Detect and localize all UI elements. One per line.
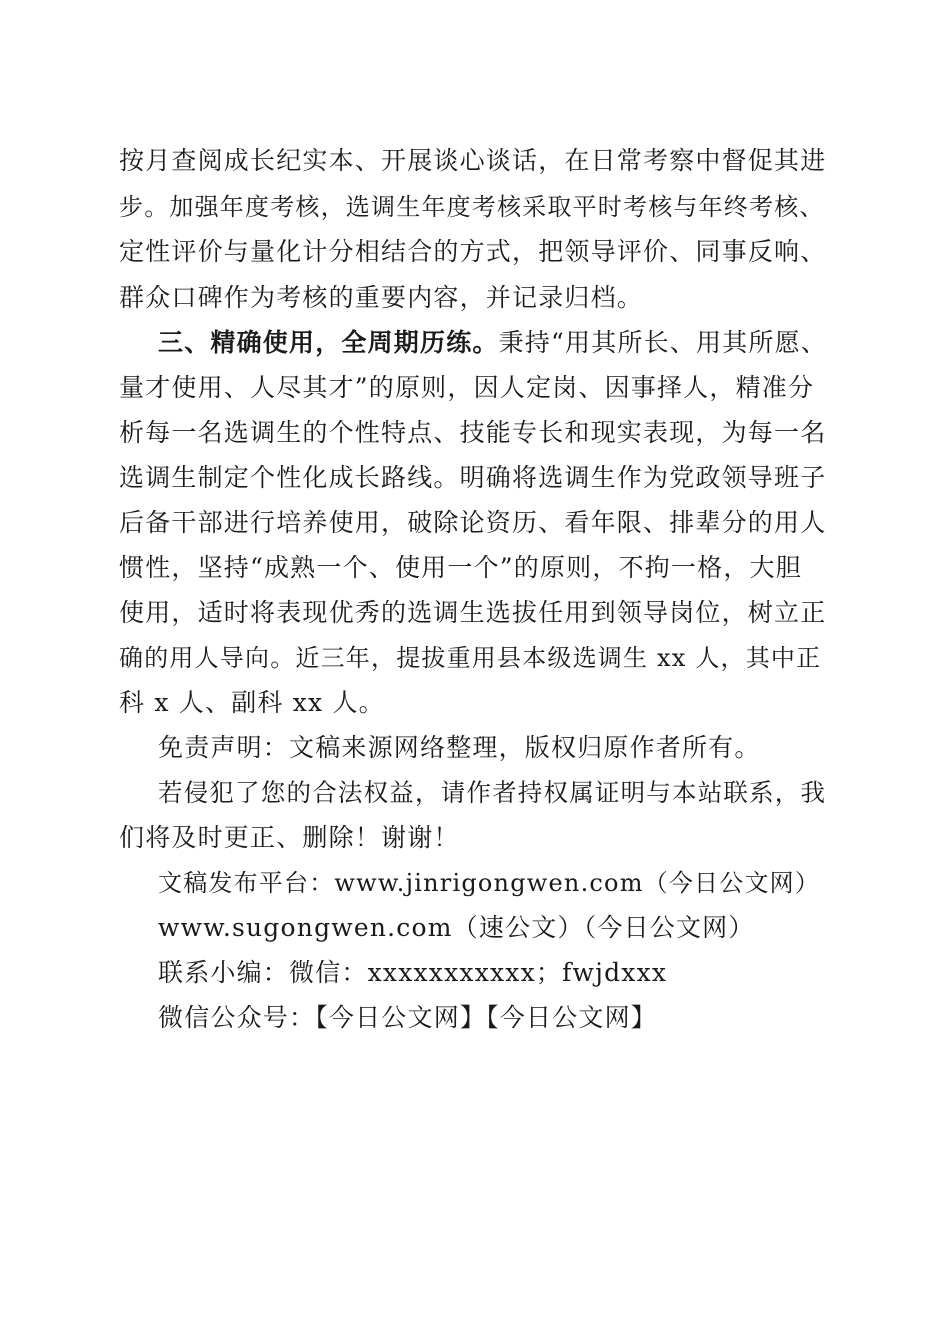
paragraph-line: 步。加强年度考核，选调生年度考核采取平时考核与年终考核、 (119, 193, 825, 221)
disclaimer-line: 若侵犯了您的合法权益，请作者持权属证明与本站联系，我 (158, 778, 827, 807)
disclaimer-line: 们将及时更正、删除！谢谢！ (119, 823, 460, 852)
paragraph-line: 量才使用、人尽其才”的原则，因人定岗、因事择人，精准分 (119, 373, 815, 402)
section-heading: 三、精确使用，全周期历练。 (158, 328, 499, 357)
paragraph-line: 后备干部进行培养使用，破除论资历、看年限、排辈分的用人 (119, 508, 827, 537)
contact-line: 联系小编：微信：xxxxxxxxxxx；fwjdxxx (158, 958, 668, 987)
paragraph-line: 确的用人导向。近三年，提拔重用县本级选调生 xx 人，其中正 (119, 644, 822, 672)
paragraph-line: 使用，适时将表现优秀的选调生选拔任用到领导岗位，树立正 (119, 598, 827, 627)
paragraph-line: 惯性，坚持“成熟一个、使用一个”的原则，不拘一格，大胆 (119, 553, 802, 582)
paragraph-line: 选调生制定个性化成长路线。明确将选调生作为党政领导班子 (119, 463, 827, 492)
disclaimer-line: 免责声明：文稿来源网络整理，版权归原作者所有。 (158, 733, 761, 762)
paragraph-line: 科 x 人、副科 xx 人。 (119, 688, 385, 717)
paragraph-line: 群众口碑作为考核的重要内容，并记录归档。 (119, 283, 644, 312)
section-three-first-line (158, 327, 827, 359)
section-text: 秉持“用其所长、用其所愿、 (498, 328, 827, 357)
paragraph-line: 按月查阅成长纪实本、开展谈心谈话，在日常考察中督促其进 (119, 146, 827, 175)
site-line: www.sugongwen.com（速公文）（今日公文网） (158, 913, 755, 942)
paragraph-line: 定性评价与量化计分相结合的方式，把领导评价、同事反响、 (119, 237, 827, 266)
platform-line: 文稿发布平台：www.jinrigongwen.com（今日公文网） (158, 869, 821, 897)
wechat-line: 微信公众号：【今日公文网】【今日公文网】 (158, 1003, 658, 1032)
paragraph-line: 析每一名选调生的个性特点、技能专长和现实表现，为每一名 (119, 418, 827, 447)
